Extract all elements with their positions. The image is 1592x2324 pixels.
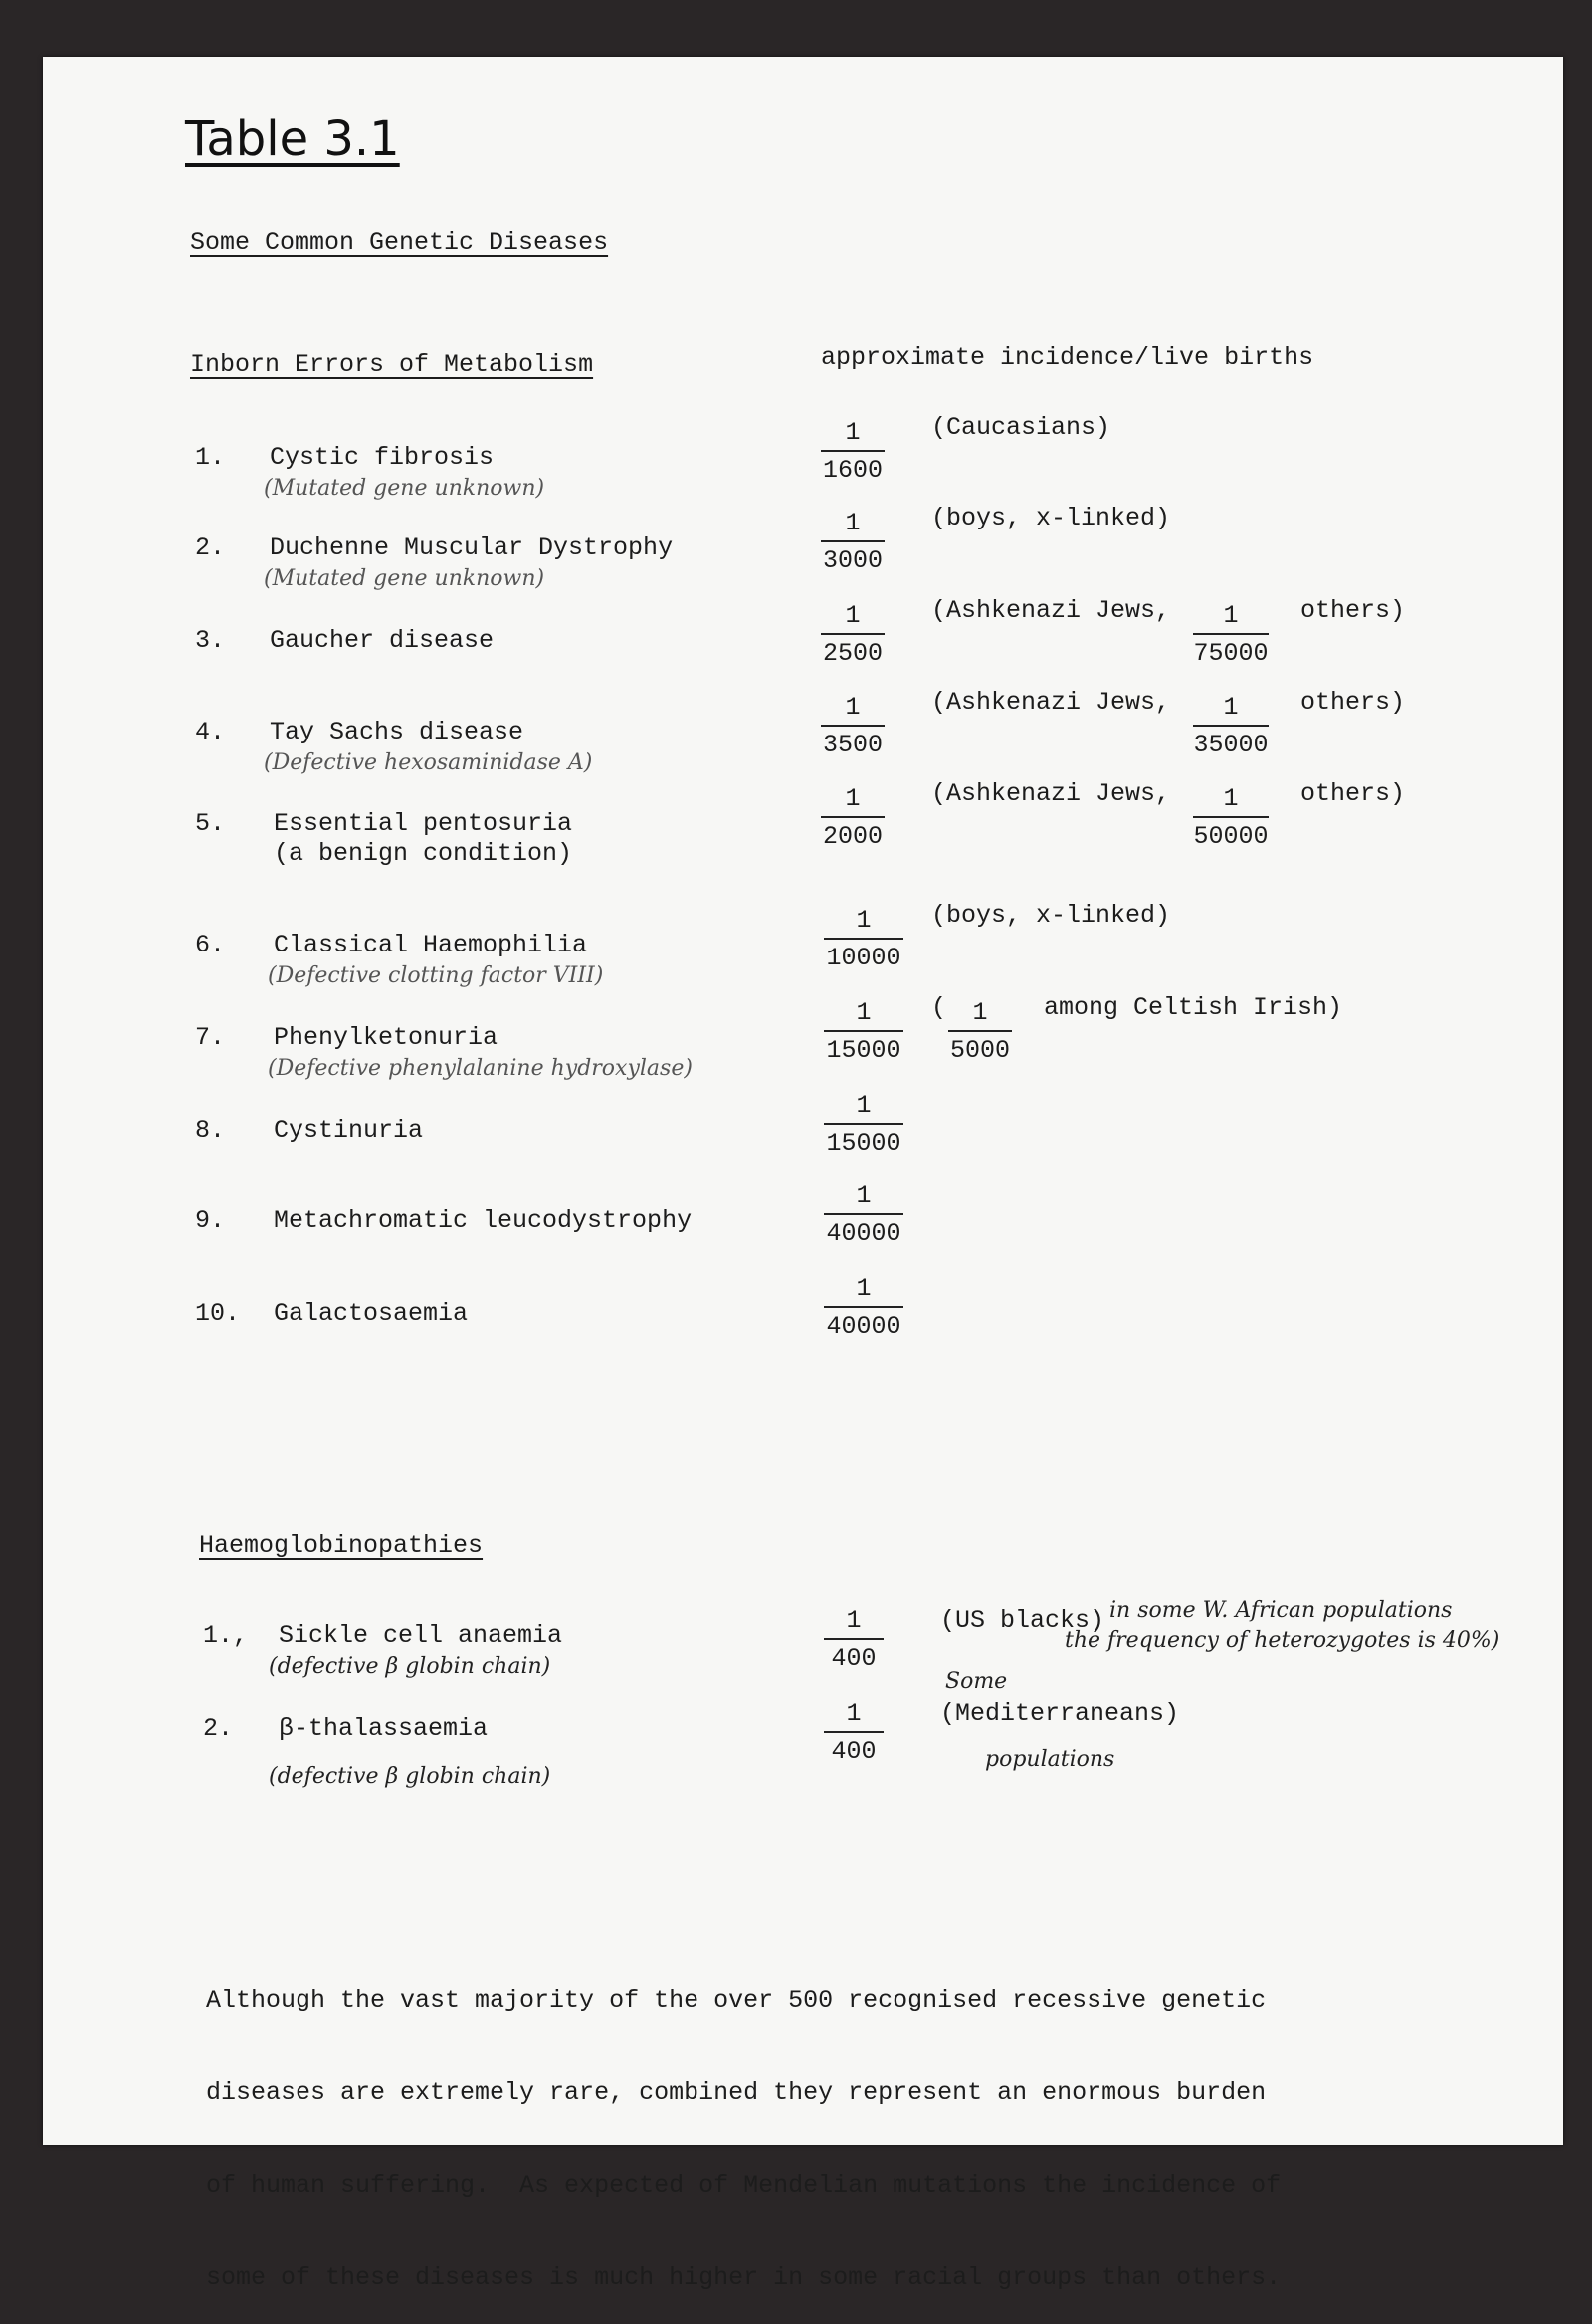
fraction-bar [824, 1731, 884, 1733]
row-number: 10. [195, 1299, 241, 1328]
disease-name: Phenylketonuria [274, 1023, 498, 1052]
fraction-bar [824, 1030, 903, 1032]
section-title-haemoglobinopathies: Haemoglobinopathies [199, 1531, 484, 1560]
fraction-bar [1193, 816, 1269, 818]
disease-subtitle: (a benign condition) [274, 839, 573, 868]
other-incidence-fraction [948, 998, 1012, 1066]
summary-paragraph [206, 1923, 1281, 2324]
fraction-numerator: 1 [845, 601, 861, 630]
fraction-numerator: 1 [845, 509, 861, 537]
fraction-bar [824, 1213, 903, 1215]
disease-name: Galactosaemia [274, 1299, 469, 1328]
fraction-numerator: 1 [846, 1606, 862, 1635]
handwritten-note: in some W. African populations [1109, 1598, 1453, 1623]
incidence-fraction [824, 998, 903, 1066]
paragraph-line: of human suffering. As expected of Mendelian mutations the incidence of [206, 2171, 1282, 2200]
fraction-bar [824, 1638, 884, 1640]
incidence-note: (US blacks) [940, 1606, 1105, 1635]
row-number: 1., [203, 1621, 249, 1650]
other-incidence-suffix: among Celtish Irish) [1044, 993, 1343, 1022]
row-number: 9. [195, 1206, 226, 1235]
fraction-bar [1193, 633, 1269, 635]
fraction-numerator: 1 [845, 784, 861, 813]
incidence-note: (Mediterraneans) [940, 1699, 1180, 1728]
disease-name: Sickle cell anaemia [279, 1621, 563, 1650]
fraction-bar [948, 1030, 1012, 1032]
disease-name: β-thalassaemia [279, 1714, 489, 1743]
incidence-note: (Ashkenazi Jews, [931, 596, 1171, 625]
disease-name: Cystic fibrosis [270, 443, 495, 472]
row-number: 5. [195, 809, 226, 838]
paragraph-line: Although the vast majority of the over 500 recognised recessive genetic [206, 1986, 1267, 2014]
disease-name: Metachromatic leucodystrophy [274, 1206, 693, 1235]
incidence-fraction [824, 1091, 903, 1159]
other-incidence-suffix: others) [1300, 688, 1406, 717]
handwritten-annotation: (Defective hexosaminidase A) [264, 750, 593, 775]
fraction-numerator: 1 [1223, 784, 1239, 813]
handwritten-annotation: (Mutated gene unknown) [264, 566, 545, 591]
fraction-denominator: 400 [831, 1644, 877, 1673]
handwritten-annotation: (Mutated gene unknown) [264, 476, 545, 501]
fraction-bar [824, 1123, 903, 1125]
fraction-denominator: 3000 [822, 546, 883, 575]
other-incidence-fraction [1193, 784, 1269, 852]
incidence-note: (boys, x-linked) [931, 901, 1171, 930]
other-incidence-suffix: others) [1300, 779, 1406, 808]
fraction-bar [824, 938, 903, 940]
fraction-bar [821, 633, 885, 635]
handwritten-annotation: (Defective phenylalanine hydroxylase) [268, 1056, 693, 1081]
row-number: 2. [195, 533, 226, 562]
disease-name: Cystinuria [274, 1116, 424, 1145]
incidence-note: ( [931, 993, 947, 1022]
incidence-fraction [824, 1606, 884, 1674]
incidence-fraction [824, 1699, 884, 1767]
row-number: 6. [195, 931, 226, 959]
other-incidence-fraction [1193, 693, 1269, 760]
disease-name: Gaucher disease [270, 626, 495, 655]
handwritten-note: populations [985, 1747, 1115, 1772]
fraction-bar [821, 725, 885, 727]
incidence-fraction [824, 906, 903, 973]
fraction-numerator: 1 [856, 906, 872, 935]
row-number: 8. [195, 1116, 226, 1145]
fraction-denominator: 40000 [826, 1219, 901, 1248]
fraction-denominator: 35000 [1193, 731, 1269, 759]
handwritten-annotation: (Defective clotting factor VIII) [268, 963, 604, 988]
fraction-bar [821, 816, 885, 818]
fraction-denominator: 2500 [822, 639, 883, 668]
incidence-fraction [821, 693, 885, 760]
incidence-note: (Ashkenazi Jews, [931, 688, 1171, 717]
fraction-denominator: 400 [831, 1737, 877, 1766]
paragraph-line: some of these diseases is much higher in some racial groups than others. [206, 2263, 1282, 2292]
fraction-numerator: 1 [1223, 601, 1239, 630]
fraction-numerator: 1 [856, 1181, 872, 1210]
incidence-fraction [821, 509, 885, 576]
row-number: 4. [195, 718, 226, 746]
handwritten-note: the frequency of heterozygotes is 40%) [1065, 1628, 1500, 1653]
incidence-note: (boys, x-linked) [931, 504, 1171, 532]
incidence-note: (Ashkenazi Jews, [931, 779, 1171, 808]
other-incidence-fraction [1193, 601, 1269, 669]
handwritten-annotation: (defective β globin chain) [269, 1654, 551, 1679]
fraction-numerator: 1 [972, 998, 988, 1027]
paragraph-line: diseases are extremely rare, combined they represent an enormous burden [206, 2078, 1267, 2107]
disease-name: Duchenne Muscular Dystrophy [270, 533, 674, 562]
fraction-denominator: 3500 [822, 731, 883, 759]
disease-name: Essential pentosuria [274, 809, 573, 838]
fraction-bar [824, 1306, 903, 1308]
fraction-numerator: 1 [845, 418, 861, 447]
fraction-numerator: 1 [1223, 693, 1239, 722]
fraction-denominator: 5000 [949, 1036, 1010, 1065]
section-title-inborn-errors: Inborn Errors of Metabolism [190, 350, 594, 379]
fraction-bar [821, 540, 885, 542]
row-number: 3. [195, 626, 226, 655]
incidence-column-header: approximate incidence/live births [821, 343, 1314, 372]
table-title-handwritten: Table 3.1 [185, 111, 400, 167]
incidence-fraction [821, 418, 885, 486]
incidence-fraction [824, 1181, 903, 1249]
fraction-denominator: 40000 [826, 1312, 901, 1341]
incidence-note: (Caucasians) [931, 413, 1111, 442]
disease-name: Classical Haemophilia [274, 931, 588, 959]
fraction-denominator: 1600 [822, 456, 883, 485]
fraction-bar [821, 450, 885, 452]
document-heading: Some Common Genetic Diseases [190, 228, 609, 257]
fraction-denominator: 15000 [826, 1129, 901, 1158]
fraction-numerator: 1 [846, 1699, 862, 1728]
disease-name: Tay Sachs disease [270, 718, 524, 746]
fraction-bar [1193, 725, 1269, 727]
fraction-numerator: 1 [845, 693, 861, 722]
fraction-denominator: 50000 [1193, 822, 1269, 851]
incidence-fraction [821, 601, 885, 669]
row-number: 1. [195, 443, 226, 472]
fraction-denominator: 2000 [822, 822, 883, 851]
fraction-denominator: 10000 [826, 944, 901, 972]
row-number: 7. [195, 1023, 226, 1052]
fraction-numerator: 1 [856, 998, 872, 1027]
incidence-fraction [824, 1274, 903, 1342]
row-number: 2. [203, 1714, 234, 1743]
handwritten-annotation: (defective β globin chain) [269, 1764, 551, 1789]
handwritten-note: Some [945, 1669, 1008, 1694]
fraction-numerator: 1 [856, 1274, 872, 1303]
other-incidence-suffix: others) [1300, 596, 1406, 625]
fraction-denominator: 75000 [1193, 639, 1269, 668]
incidence-fraction [821, 784, 885, 852]
fraction-denominator: 15000 [826, 1036, 901, 1065]
fraction-numerator: 1 [856, 1091, 872, 1120]
